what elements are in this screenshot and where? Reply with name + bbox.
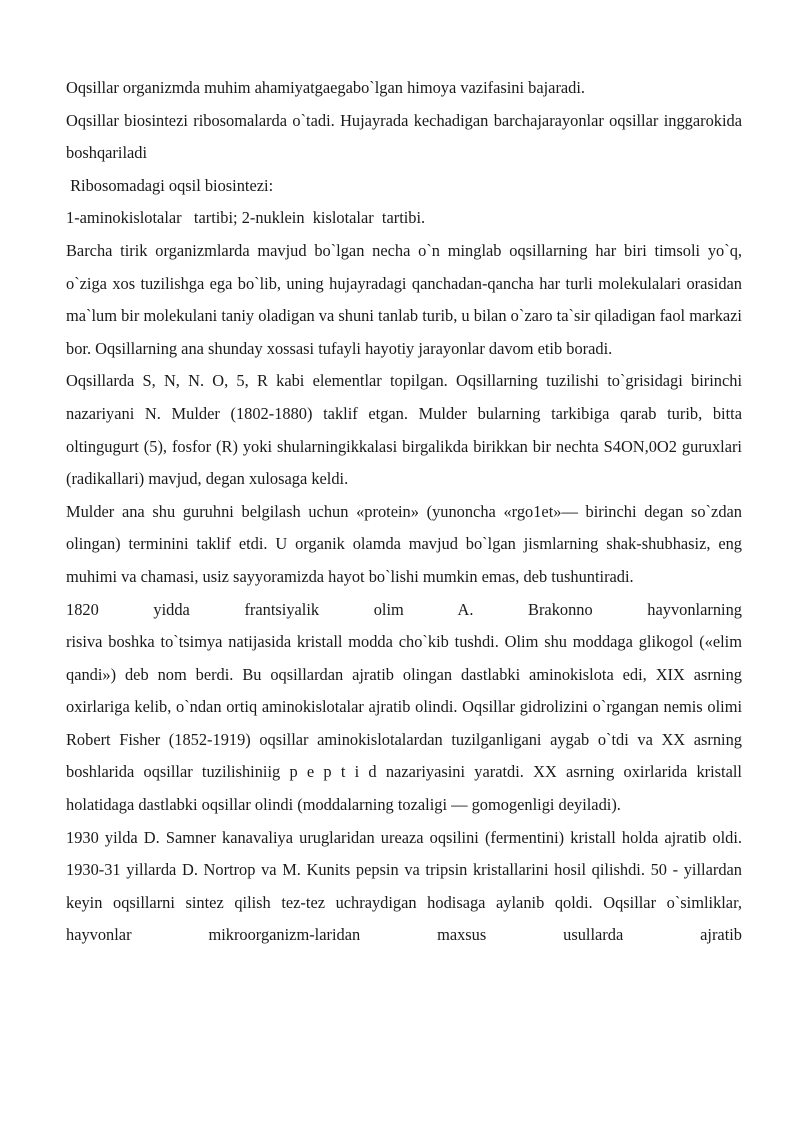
paragraph-10: 1930 yilda D. Samner kanavaliya uruglaridan ureaza oqsilini (fermentini) kristall holda ajratib oldi. 1930-31 yillarda D. Nortrop va M. Kunits pepsin va tripsin kristallarini hosil qilishdi. 50 - yillardan keyin oqsillarni sintez qilish tez-tez uchraydigan hodisaga aylanib qoldi. Oqsillar o`simliklar, hayvonlar mikroorganizm-laridan maxsus usullarda ajratib [66,827,742,945]
paragraph-6: Oqsillarda S, N, N. O, 5, R kabi elementlar topilgan. Oqsillarning tuzilishi to`grisidagi birinchi nazariyani N. Mulder (1802-1880) taklif etgan. Mulder bularning tarkibiga qarab turib, bitta oltingugurt (5), fosfor (R) yoki shularningikkalasi birgalikda birikkan bir nechta S4ON,0O2 guruxlari (radikallari) mavjud, degan xulosaga keldi. [66,371,742,489]
paragraph-2: Oqsillar biosintezi ribosomalarda o`tadi. Hujayrada kechadigan barchajarayonlar oqsillar inggarokida boshqariladi [66,110,742,163]
paragraph-9: risiva boshka to`tsimya natijasida kristall modda cho`kib tushdi. Olim shu moddaga glikogol («elim qandi») deb nom berdi. Bu oqsillardan ajratib olingan dastlabki aminokislota edi, XIX asrning oxirlariga kelib, o`ndan ortiq aminokislotalar ajratib olindi. Oqsillar gidrolizini o`rgangan nemis olimi Robert Fisher (1852-1919) oqsillar aminokislotalardan tuzilganligani aygab o`tdi va XX asrning boshlarida oqsillar tuzilishiniig p e p t i d nazariyasini yaratdi. XX asrning oxirlarida kristall holatidaga dastlabki oqsillar olindi (moddalarning tozaligi — gomogenligi deyiladi). [66,632,742,815]
paragraph-1: Oqsillar organizmda muhim ahamiyatgaegabo`lgan himoya vazifasini bajaradi. [66,78,586,97]
paragraph-8: 1820 yidda frantsiyalik olim A. Brakonno hayvonlarning [66,599,742,619]
paragraph-3: Ribosomadagi oqsil biosintezi: [66,175,274,195]
paragraph-4: 1-aminokislotalar tartibi; 2-nuklein kislotalar tartibi. [66,208,426,228]
paragraph-7: Mulder ana shu guruhni belgilash uchun «protein» (yunoncha «rgo1et»— birinchi degan so`zdan olingan) terminini taklif etdi. U organik olamda mavjud bo`lgan jismlarning shak-shubhasiz, eng muhimi va chamasi, usiz sayyoramizda hayot bo`lishi mumkin emas, deb tushuntiradi. [66,501,742,586]
paragraph-5: Barcha tirik organizmlarda mavjud bo`lgan necha o`n minglab oqsillarning har biri timsoli yo`q, o`ziga xos tuzilishga ega bo`lib, uning hujayradagi qanchadan-qancha har turli molekulalari orasidan ma`lum bir molekulani taniy oladigan va shuni tanlab turib, u bilan o`zaro ta`sir qiladigan faol markazi bor. Oqsillarning ana shunday xossasi tufayli hayotiy jarayonlar davom etib boradi. [66,240,742,358]
document-page [66,72,742,952]
